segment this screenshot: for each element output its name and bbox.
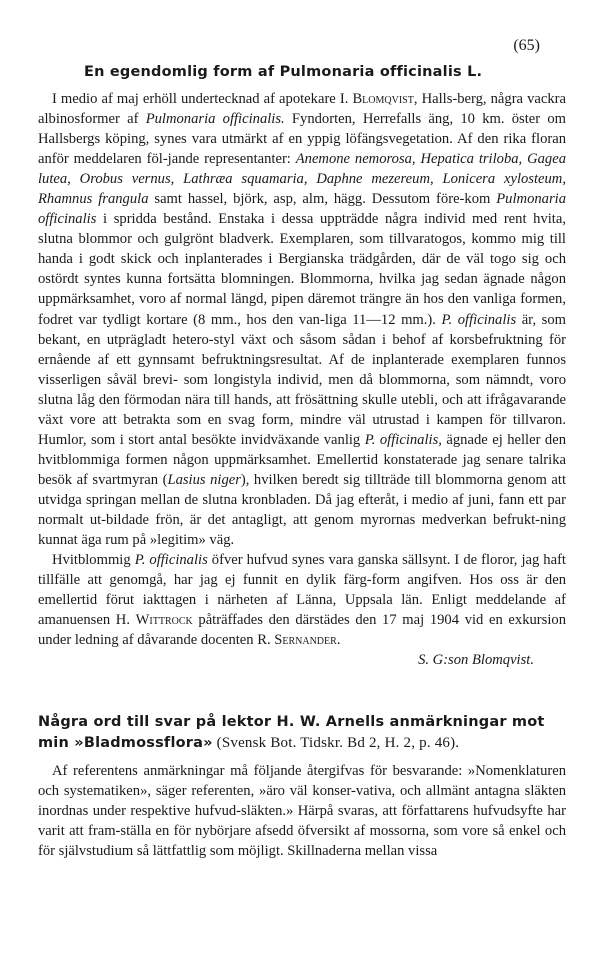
body-paragraph: Af referentens anmärkningar må följande återgifvas för besvarande: »Nomenklaturen och systematiken», säger referenten, »äro väl konser-vativa, och allmänt antagna släkten inordnas under respektive hufvud-släkten.» Härpå svaras, att författarens hufvudsyfte har varit att fram-ställa en för nybörjare afsedd öfversikt af mossorna, som vore så enkel och för självstudium så lättfattlig som möjligt. Skillnaderna mellan vissa — [38, 763, 566, 860]
text-run: ), hvilken beredt sig tillträde till blommorna genom att utvidga springan mellan de slutna kronbladen. Då jag efteråt, i medio af juni, fann ett par normalt ut-bildade frön, är det antagligt, att genom myrornas medverkan befrukt-ning kunnat äga rum på »legitim» väg. — [38, 471, 567, 549]
body-paragraph — [38, 89, 566, 550]
text-run: samt hassel, björk, asp, alm, hägg. Dessutom före-kom — [148, 191, 497, 208]
person-name: Sernander — [274, 632, 337, 649]
species-name: Lasius niger — [167, 471, 241, 488]
text-run: påträffades den därstädes den 17 maj 1904 vid en exkursion under ledning af dåvarande docenten R. — [38, 612, 566, 649]
author-signature: S. G:son Blomqvist. — [418, 652, 534, 669]
text-run: Fyndorten, Herrefalls äng, 10 km. öster om Hallsbergs köping, synes vara utmärkt af en yppig löfängsvegetation. Af den rika floran anför meddelaren föl-jande representanter: — [38, 111, 566, 168]
person-name: Wittrock — [135, 612, 193, 629]
article-body — [38, 761, 566, 861]
article-title: En egendomlig form af Pulmonaria officinalis L. — [84, 64, 483, 80]
text-run: i spridda bestånd. Enstaka i dessa uppträdde några individ med rent hvita, slutna blommor och gulgrönt bladverk. Exemplaren, som tillvaratogos, kommo mig till handa i godt skick och inplanterades i Bergianska trädgården, där de väl togo sig och ostördt syntes kunna fortsätta blomningen. Blommorna, hvilka jag sedan ägnade någon uppmärksamhet, voro af normal längd, pipen däremot trängre än hos den vanliga formen, fodret var tydligt kortare (8 mm., hos den van-liga 11—12 mm.). — [38, 211, 566, 328]
species-name: P. officinalis — [441, 311, 517, 328]
text-run: öfver hufvud synes vara ganska sällsynt. I de floror, jag haft tillfälle att genomgå, har jag ej funnit en dylik färg-form angifven. Hos oss är den emellertid förut iakttagen i närheten af Länna, Uppsala län. Enligt meddelande af amanuensen H. — [38, 552, 566, 629]
title-citation: (Svensk Bot. Tidskr. Bd 2, H. 2, p. 46). — [212, 735, 460, 751]
text-run: är, som bekant, en utprägladt hetero-styl växt och såsom sådan i behof af korsbefruktning för ernående af ett gynnsamt befruktningsresultat. Af de inplanterade exemplaren funnos visserligen såväl brevi- som longistyla individ, men då blommorna, som nämndt, voro slutna låg den förmodan nära till hands, att frösättning skulle utebli, och att ifrågavarande växt vore att betrakta som en svag form, mindre väl utrustad i kampen för tillvaron. Humlor, som i stort antal besökte invidväxande vanlig — [38, 311, 566, 448]
species-name: Pulmonaria officinalis — [38, 191, 566, 228]
article-title — [38, 712, 566, 754]
body-paragraph — [38, 550, 566, 650]
text-run: Hvitblommig — [52, 552, 135, 569]
species-name: P. officinalis — [134, 552, 208, 569]
text-run: , Halls-berg, några vackra albinosformer af — [38, 91, 566, 128]
species-list: Anemone nemorosa, Hepatica triloba, Gagea lutea, Orobus vernus, Lathræa squamaria, Daphne mezereum, Lonicera xylosteum, Rhamnus frangula — [38, 151, 566, 208]
species-name: P. officinalis, — [364, 431, 442, 448]
species-name: Pulmonaria officinalis. — [145, 111, 285, 128]
title-main: Några ord till svar på lektor H. W. Arnells anmärkningar mot min »Bladmossflora» — [38, 714, 545, 751]
text-run: . — [336, 632, 341, 649]
article-body — [38, 89, 566, 670]
person-name: Blomqvist — [352, 91, 414, 107]
page-number: (65) — [513, 37, 540, 54]
text-run: ägnade ej heller den hvitblommiga formen någon uppmärksamhet. Emellertid konstaterade jag senare talrika besök af svartmyran ( — [38, 431, 567, 488]
text-run: I medio af maj erhöll undertecknad af apotekare I. — [52, 91, 353, 107]
